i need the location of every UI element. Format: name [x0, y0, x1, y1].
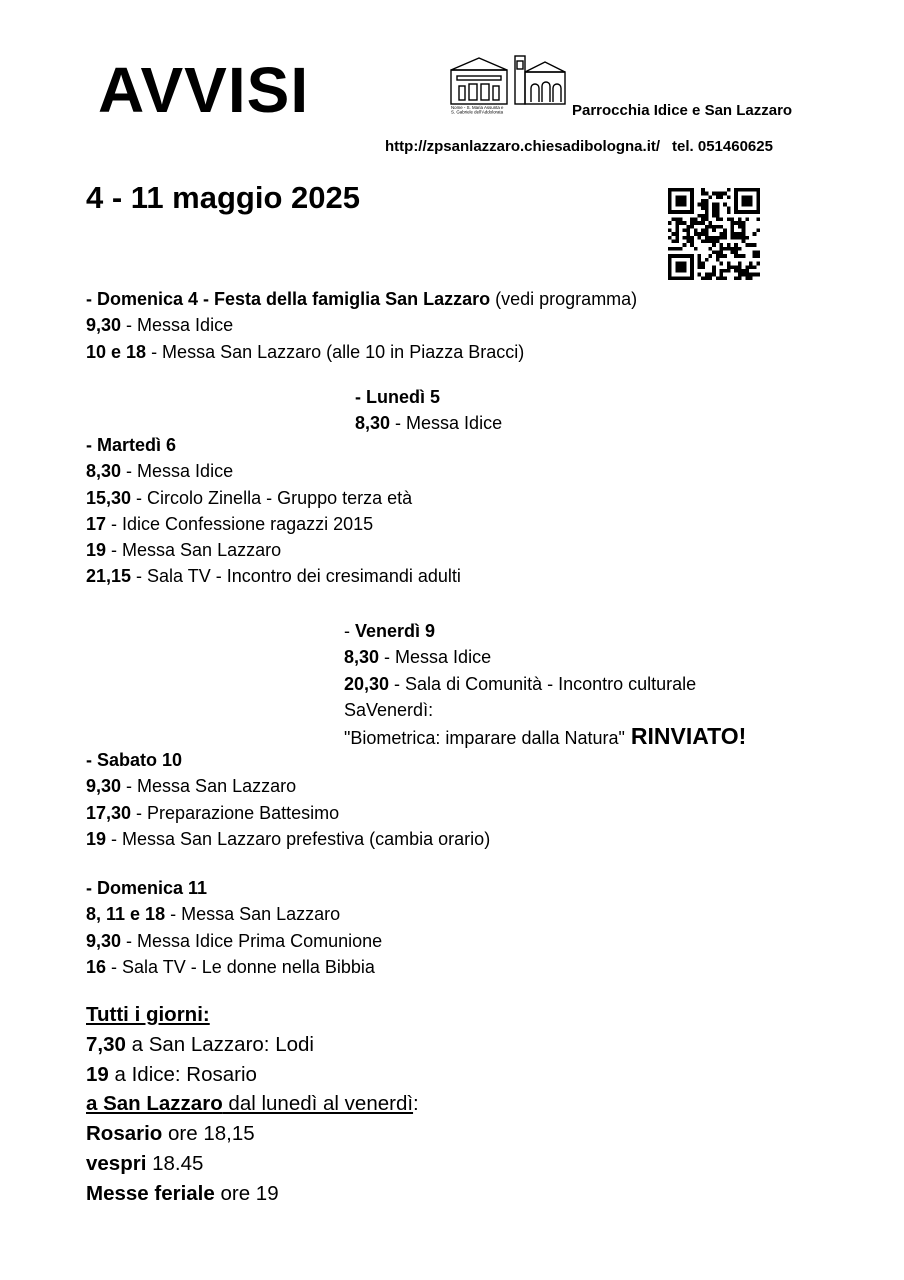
item-time: 8,30: [344, 647, 380, 668]
section-venerdi-9: [344, 618, 746, 749]
svg-text:Nome - S. Maria Assunta e: Nome - S. Maria Assunta e: [451, 105, 504, 110]
day-heading: - Domenica 11: [86, 878, 208, 898]
day-heading: Venerdì 9: [355, 621, 436, 641]
schedule-item: [86, 458, 461, 484]
heading-dash: -: [344, 621, 355, 641]
weekday-range: dal lunedì al venerdì: [222, 1092, 414, 1116]
phone-number: tel. 051460625: [672, 138, 773, 155]
item-time: 10 e 18: [86, 341, 147, 362]
item-time: 8,30: [86, 461, 122, 482]
schedule-item: [86, 773, 490, 799]
daily-heading: Tutti i giorni:: [86, 1003, 210, 1026]
website-link[interactable]: http://zpsanlazzaro.chiesadibologna.it/: [385, 138, 661, 155]
day-heading: - Sabato 10: [86, 750, 183, 770]
item-text: - Messa San Lazzaro prefestiva (cambia orario): [106, 828, 491, 849]
item-time: 7,30: [86, 1032, 126, 1056]
schedule-item: [86, 485, 461, 511]
item-time: 9,30: [86, 776, 122, 797]
parish-name: Parrocchia Idice e San Lazzaro: [572, 102, 793, 119]
contact-line: [385, 138, 773, 155]
item-text: - Messa San Lazzaro: [121, 776, 297, 797]
schedule-item: [86, 563, 461, 589]
item-time: 9,30: [86, 315, 122, 336]
item-time: 9,30: [86, 930, 122, 951]
day-heading: - Lunedì 5: [355, 387, 440, 407]
section-martedi-6: [86, 432, 461, 590]
section-domenica-11: [86, 875, 382, 980]
section-lunedi-5: [355, 384, 502, 437]
schedule-item: [86, 826, 490, 852]
item-text: - Messa Idice: [390, 413, 503, 434]
schedule-item: [86, 339, 637, 365]
item-text: - Preparazione Battesimo: [131, 802, 340, 823]
vespri-time: 18.45: [146, 1151, 204, 1175]
item-time: 15,30: [86, 487, 132, 508]
item-text: - Circolo Zinella - Gruppo terza età: [131, 487, 413, 508]
item-time: 20,30: [344, 673, 390, 694]
rosario-time: ore 18,15: [162, 1122, 255, 1146]
item-text: - Sala TV - Incontro dei cresimandi adulti: [131, 566, 461, 587]
schedule-item: [86, 537, 461, 563]
page-title: AVVISI: [98, 54, 310, 126]
messe-time: ore 19: [214, 1181, 279, 1205]
item-time: 16: [86, 956, 107, 977]
item-text: a San Lazzaro: Lodi: [125, 1032, 314, 1056]
schedule-item: [86, 928, 382, 954]
item-time: 8,30: [355, 413, 391, 434]
item-text: - Messa San Lazzaro: [106, 540, 282, 561]
weekday-colon: :: [413, 1092, 419, 1116]
event-series: SaVenerdì:: [344, 699, 434, 720]
vespri-label: vespri: [86, 1151, 147, 1175]
item-time: 21,15: [86, 566, 132, 587]
schedule-item: [344, 644, 746, 670]
item-text: - Messa Idice: [121, 315, 234, 336]
day-heading: - Domenica 4 - Festa della famiglia San Lazzaro: [86, 289, 491, 309]
day-heading: - Martedì 6: [86, 435, 177, 455]
item-time: 19: [86, 828, 107, 849]
item-text: - Idice Confessione ragazzi 2015: [106, 513, 374, 534]
qr-code[interactable]: [668, 188, 760, 280]
item-text: - Messa San Lazzaro: [165, 904, 341, 925]
section-daily: [86, 1000, 419, 1209]
item-time: 8, 11 e 18: [86, 904, 166, 925]
item-time: 17,30: [86, 802, 132, 823]
section-sabato-10: [86, 747, 490, 852]
schedule-item: [344, 671, 746, 697]
messe-label: Messe feriale: [86, 1181, 215, 1205]
schedule-item: [86, 312, 637, 338]
item-time: 19: [86, 540, 107, 561]
item-text: - Messa Idice Prima Comunione: [121, 930, 383, 951]
schedule-item: [86, 954, 382, 980]
section-domenica-4: [86, 286, 637, 365]
item-text: - Sala TV - Le donne nella Bibbia: [106, 956, 375, 977]
date-range: 4 - 11 maggio 2025: [86, 180, 360, 215]
church-logo: [445, 52, 570, 114]
rosario-label: Rosario: [86, 1122, 163, 1146]
item-text: - Messa Idice: [379, 647, 492, 668]
schedule-item: [86, 901, 382, 927]
item-time: 19: [86, 1062, 109, 1086]
item-text: - Messa Idice: [121, 461, 234, 482]
heading-note: (vedi programma): [495, 289, 638, 309]
item-time: 17: [86, 513, 107, 534]
svg-text:S. Gabriele dell'Addolorata: S. Gabriele dell'Addolorata: [451, 109, 504, 114]
postponed-label: RINVIATO!: [630, 723, 747, 750]
item-text: - Sala di Comunità - Incontro culturale: [389, 673, 697, 694]
schedule-item: [86, 800, 490, 826]
schedule-item: [86, 511, 461, 537]
item-text: a Idice: Rosario: [108, 1062, 257, 1086]
event-title: "Biometrica: imparare dalla Natura": [344, 728, 625, 749]
item-text: - Messa San Lazzaro (alle 10 in Piazza Bracci): [146, 341, 525, 362]
weekday-location: a San Lazzaro: [86, 1092, 223, 1116]
